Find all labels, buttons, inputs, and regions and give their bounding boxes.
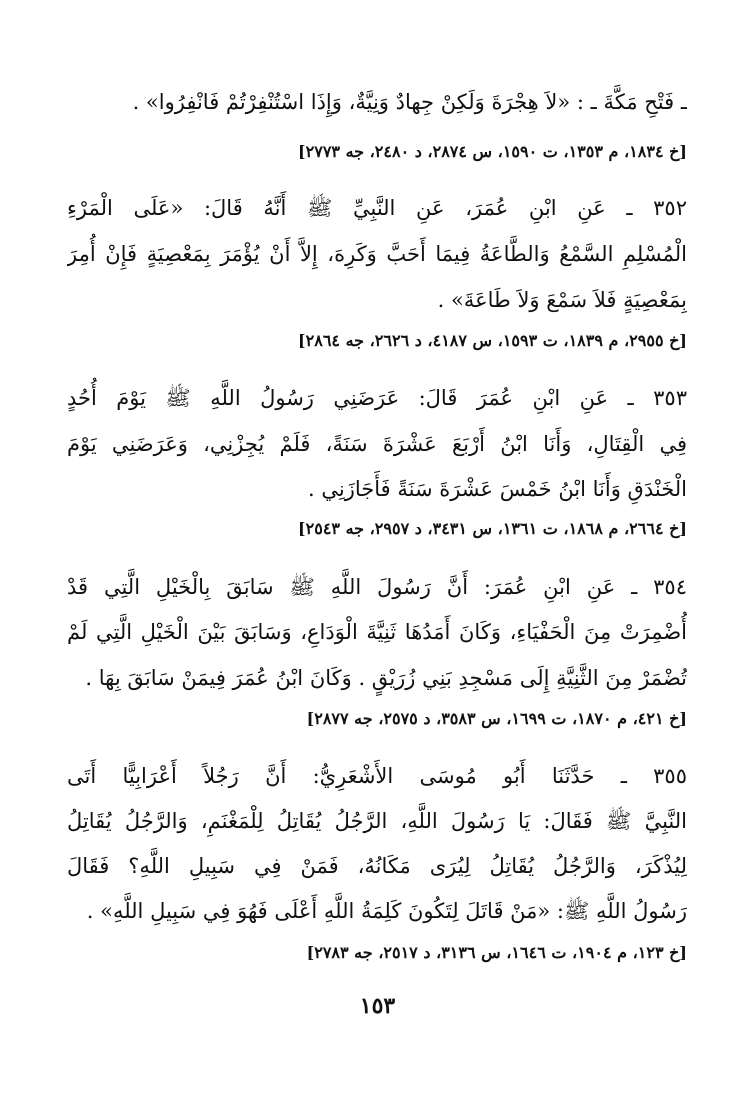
hadith-text-line: ٣٥٣ ـ عَنِ ابْنِ عُمَرَ قَالَ: عَرَضَنِي رَسُولُ اللَّهِ ﷺ يَوْمَ أُحُدٍ xyxy=(67,386,687,410)
page-number: ١٥٣ xyxy=(359,993,396,1019)
hadith-reference: [خ ٢٦٦٤، م ١٨٦٨، ت ١٣٦١، س ٣٤٣١، د ٢٩٥٧، جه ٢٥٤٣] xyxy=(298,519,687,538)
hadith-text-line: ٣٥٥ ـ حَدَّثَنَا أَبُو مُوسَى الأَشْعَرِيُّ: أَنَّ رَجُلاً أَعْرَابِيًّا أَتَى xyxy=(67,764,687,788)
hadith-text-line: رَسُولُ اللَّهِ ﷺ: «مَنْ قَاتَلَ لِتَكُونَ كَلِمَةُ اللَّهِ أَعْلَى فَهُوَ فِي سَبِيلِ اللَّهِ» . xyxy=(86,899,687,923)
hadith-text-line: لِيُذْكَرَ، وَالرَّجُلُ يُقَاتِلُ لِيُرَى مَكَانُهُ، فَمَنْ فِي سَبِيلِ اللَّهِ؟ فَقَالَ xyxy=(67,854,687,878)
hadith-text-line: ٣٥٤ ـ عَنِ ابْنِ عُمَرَ: أَنَّ رَسُولَ اللَّهِ ﷺ سَابَقَ بِالْخَيْلِ الَّتِي قَدْ xyxy=(67,575,687,599)
hadith-text-line: بِمَعْصِيَةٍ فَلاَ سَمْعَ وَلاَ طَاعَةَ» . xyxy=(437,288,687,312)
hadith-text-line: ـ فَتْحِ مَكَّةَ ـ : «لاَ هِجْرَةَ وَلَكِنْ جِهادٌ وَنِيَّةٌ، وَإِذَا اسْتُنْفِرْتُمْ فَانْفِرُوا» . xyxy=(132,90,687,114)
hadith-text-line: الْمُسْلِمِ السَّمْعُ وَالطَّاعَةُ فِيمَا أَحَبَّ وَكَرِهَ، إِلاَّ أَنْ يُؤْمَرَ بِمَعْصِيَةٍ فَإِنْ أُمِرَ xyxy=(67,242,687,266)
hadith-text-line: تُضْمَرْ مِنَ الثَّنِيَّةِ إِلَى مَسْجِدِ بَنِي زُرَيْقٍ . وَكَانَ ابْنُ عُمَرَ فِيمَنْ سَابَقَ بِهَا . xyxy=(85,666,687,690)
hadith-reference: [خ ٤٢١، م ١٨٧٠، ت ١٦٩٩، س ٣٥٨٣، د ٢٥٧٥، جه ٢٨٧٧] xyxy=(306,709,687,728)
hadith-reference: [خ ١٨٣٤، م ١٣٥٣، ت ١٥٩٠، س ٢٨٧٤، د ٢٤٨٠، جه ٢٧٧٣] xyxy=(298,142,687,161)
hadith-text-line: النَّبِيَّ ﷺ فَقَالَ: يَا رَسُولَ اللَّهِ، الرَّجُلُ يُقَاتِلُ لِلْمَغْنَمِ، وَالرَّجُلُ يُقَاتِلُ xyxy=(67,809,687,833)
hadith-reference: [خ ٢٩٥٥، م ١٨٣٩، ت ١٥٩٣، س ٤١٨٧، د ٢٦٢٦، جه ٢٨٦٤] xyxy=(298,331,687,350)
hadith-text-line: فِي الْقِتَالِ، وَأَنَا ابْنُ أَرْبَعَ عَشْرَةَ سَنَةً، فَلَمْ يُجِزْنِي، وَعَرَضَنِي يَوْمَ xyxy=(67,432,687,456)
hadith-text-line: أُضْمِرَتْ مِنَ الْحَفْيَاءِ، وَكَانَ أَمَدُهَا ثَنِيَّةَ الْوَدَاعِ، وَسَابَقَ بَيْنَ الْخَيْلِ الَّتِي لَمْ xyxy=(67,620,687,644)
hadith-text-line: الْخَنْدَقِ وَأَنَا ابْنُ خَمْسَ عَشْرَةَ سَنَةً فَأَجَازَنِي . xyxy=(308,477,687,501)
hadith-reference: [خ ١٢٣، م ١٩٠٤، ت ١٦٤٦، س ٣١٣٦، د ٢٥١٧، جه ٢٧٨٣] xyxy=(306,943,687,962)
hadith-text-line: ٣٥٢ ـ عَنِ ابْنِ عُمَرَ، عَنِ النَّبِيِّ ﷺ أَنَّهُ قَالَ: «عَلَى الْمَرْءِ xyxy=(67,196,687,220)
